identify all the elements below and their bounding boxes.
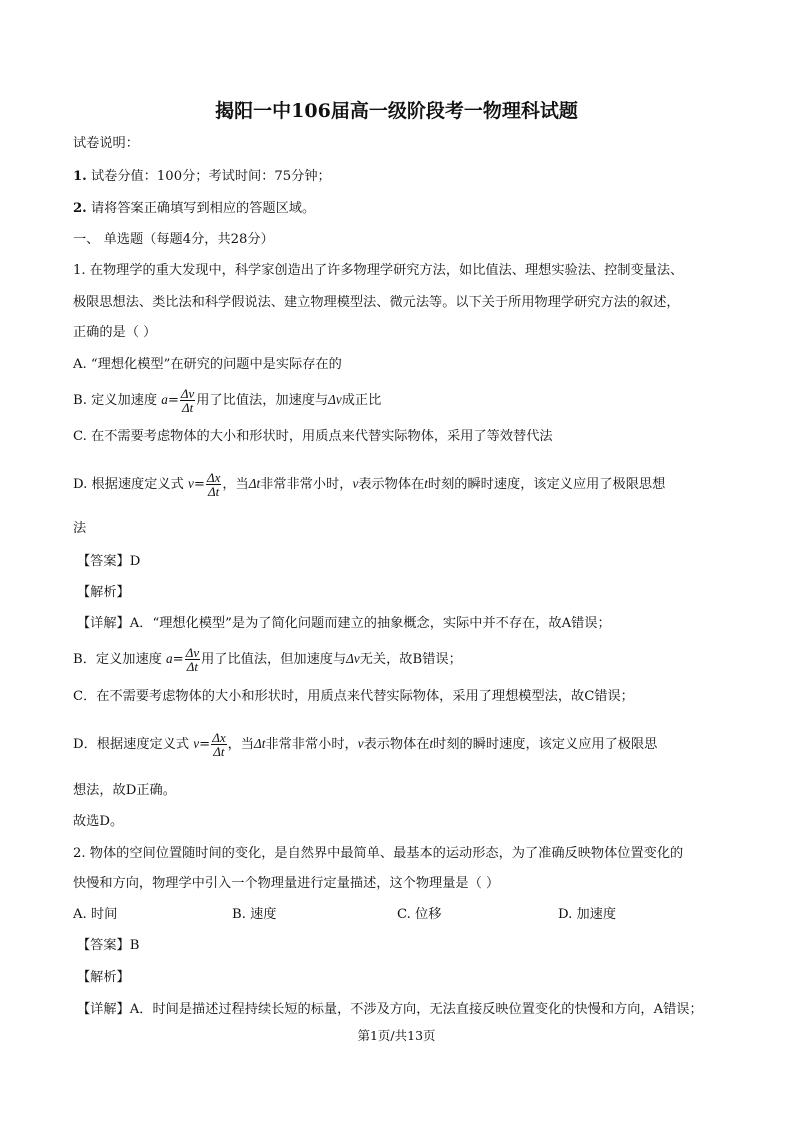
fraction-numerator: Δv bbox=[185, 645, 200, 660]
math-dv: Δv bbox=[346, 651, 360, 666]
q1-detail-c: C．在不需要考虑物体的大小和形状时，用质点来代替实际物体，采用了理想模型法，故C错误； bbox=[73, 689, 634, 704]
fraction-denominator: Δt bbox=[181, 400, 194, 415]
fraction-dx-dt bbox=[211, 731, 226, 758]
option-b-suffix: 成正比 bbox=[341, 393, 382, 408]
notes-heading: 试卷说明： bbox=[73, 136, 139, 151]
fraction-dx-dt bbox=[206, 471, 221, 498]
q2-stem-line-1: 2. 物体的空间位置随时间的变化，是自然界中最简单、最基本的运动形态，为了准确反映物体位置变化的 bbox=[73, 846, 684, 861]
q2-analysis-label: 【解析】 bbox=[77, 970, 130, 985]
math-equals: = bbox=[199, 737, 211, 752]
math-dv: Δv bbox=[328, 392, 342, 407]
math-dt: Δt bbox=[253, 736, 266, 751]
note-text: 试卷分值：100分；考试时间：75分钟； bbox=[90, 169, 331, 184]
math-dt: Δt bbox=[248, 476, 261, 491]
q1-analysis-label: 【解析】 bbox=[77, 585, 130, 600]
q2-option-d: D. 加速度 bbox=[558, 907, 617, 922]
note-number: 2. bbox=[73, 201, 87, 216]
note-text: 请将答案正确填写到相应的答题区域。 bbox=[90, 201, 316, 216]
fraction-dv-dt bbox=[185, 646, 200, 673]
q1-option-c: C. 在不需要考虑物体的大小和形状时，用质点来代替实际物体，采用了等效替代法 bbox=[73, 429, 553, 444]
option-d-text: 时刻的瞬时速度，该定义应用了极限思想 bbox=[427, 477, 666, 492]
math-equals: = bbox=[172, 652, 184, 667]
note-item-1 bbox=[73, 168, 733, 186]
option-d-text: 非常非常小时， bbox=[260, 477, 353, 492]
q1-detail-d bbox=[73, 727, 733, 762]
q1-stem-line-1: 1. 在物理学的重大发现中，科学家创造出了许多物理学研究方法，如比值法、理想实验法、控制变量法、 bbox=[73, 263, 684, 278]
q1-option-b bbox=[73, 384, 733, 417]
math-v: v bbox=[352, 476, 359, 491]
detail-d-text: 时刻的瞬时速度，该定义应用了极限思 bbox=[433, 737, 658, 752]
q2-detail-a: 【详解】A．时间是描述过程持续长短的标量，不涉及方向，无法直接反映位置变化的快慢和方向，A错误； bbox=[77, 1002, 703, 1017]
q2-option-c: C. 位移 bbox=[397, 907, 442, 922]
math-equals: = bbox=[193, 477, 205, 492]
q1-option-a: A. “理想化模型”在研究的问题中是实际存在的 bbox=[73, 357, 342, 372]
q1-option-d bbox=[73, 467, 733, 502]
q2-option-a: A. 时间 bbox=[73, 907, 118, 922]
q1-stem-line-2: 极限思想法、类比法和科学假说法、建立物理模型法、微元法等。以下关于所用物理学研究方法的叙述， bbox=[73, 295, 680, 310]
detail-b-suffix: 无关，故B错误； bbox=[359, 652, 462, 667]
math-v: v bbox=[188, 476, 194, 491]
detail-b-middle: 用了比值法，但加速度与 bbox=[201, 652, 347, 667]
math-t: t bbox=[424, 476, 428, 491]
q1-detail-a: 【详解】A．“理想化模型”是为了简化问题而建立的抽象概念，实际中并不存在，故A错误； bbox=[77, 616, 611, 631]
math-a: a bbox=[161, 392, 168, 407]
q2-answer: 【答案】B bbox=[77, 938, 140, 953]
fraction-denominator: Δt bbox=[186, 659, 199, 674]
option-d-text: 表示物体在 bbox=[358, 477, 425, 492]
q1-option-d-wrap: 法 bbox=[73, 521, 87, 536]
q1-detail-d-wrap: 想法，故D正确。 bbox=[73, 783, 176, 798]
q2-stem-line-2: 快慢和方向，物理学中引入一个物理量进行定量描述，这个物理量是（ ） bbox=[73, 876, 500, 891]
option-b-middle: 用了比值法，加速度与 bbox=[196, 393, 329, 408]
fraction-dv-dt bbox=[180, 387, 195, 414]
detail-d-text: ，当 bbox=[227, 737, 254, 752]
note-number: 1. bbox=[73, 169, 87, 184]
q1-stem-line-3: 正确的是（ ） bbox=[73, 325, 157, 340]
fraction-numerator: Δv bbox=[180, 386, 195, 401]
fraction-denominator: Δt bbox=[208, 484, 220, 499]
q1-detail-b bbox=[73, 643, 733, 676]
section-heading: 一、 单选题（每题4分，共28分） bbox=[73, 232, 274, 247]
note-item-2 bbox=[73, 200, 733, 218]
math-t: t bbox=[429, 736, 434, 751]
q1-conclusion: 故选D。 bbox=[73, 814, 124, 829]
option-d-prefix: D. 根据速度定义式 bbox=[73, 477, 184, 492]
fraction-numerator: Δx bbox=[206, 470, 221, 485]
math-equals: = bbox=[167, 393, 179, 408]
detail-b-prefix: B．定义加速度 bbox=[73, 652, 162, 667]
math-v: v bbox=[193, 736, 200, 751]
fraction-numerator: Δx bbox=[212, 730, 226, 745]
math-a: a bbox=[166, 651, 173, 666]
detail-d-text: 非常非常小时， bbox=[265, 737, 358, 752]
q1-answer: 【答案】D bbox=[77, 554, 141, 569]
math-v: v bbox=[357, 736, 364, 751]
fraction-denominator: Δt bbox=[213, 744, 225, 759]
detail-d-text: 表示物体在 bbox=[363, 737, 430, 752]
detail-d-prefix: D．根据速度定义式 bbox=[73, 737, 190, 752]
option-d-text: ，当 bbox=[222, 477, 249, 492]
page-title: 揭阳一中106届高一级阶段考一物理科试题 bbox=[215, 100, 578, 122]
q2-option-b: B. 速度 bbox=[232, 907, 277, 922]
page-footer: 第1页/共13页 bbox=[357, 1028, 436, 1043]
option-b-prefix: B. 定义加速度 bbox=[73, 393, 158, 408]
